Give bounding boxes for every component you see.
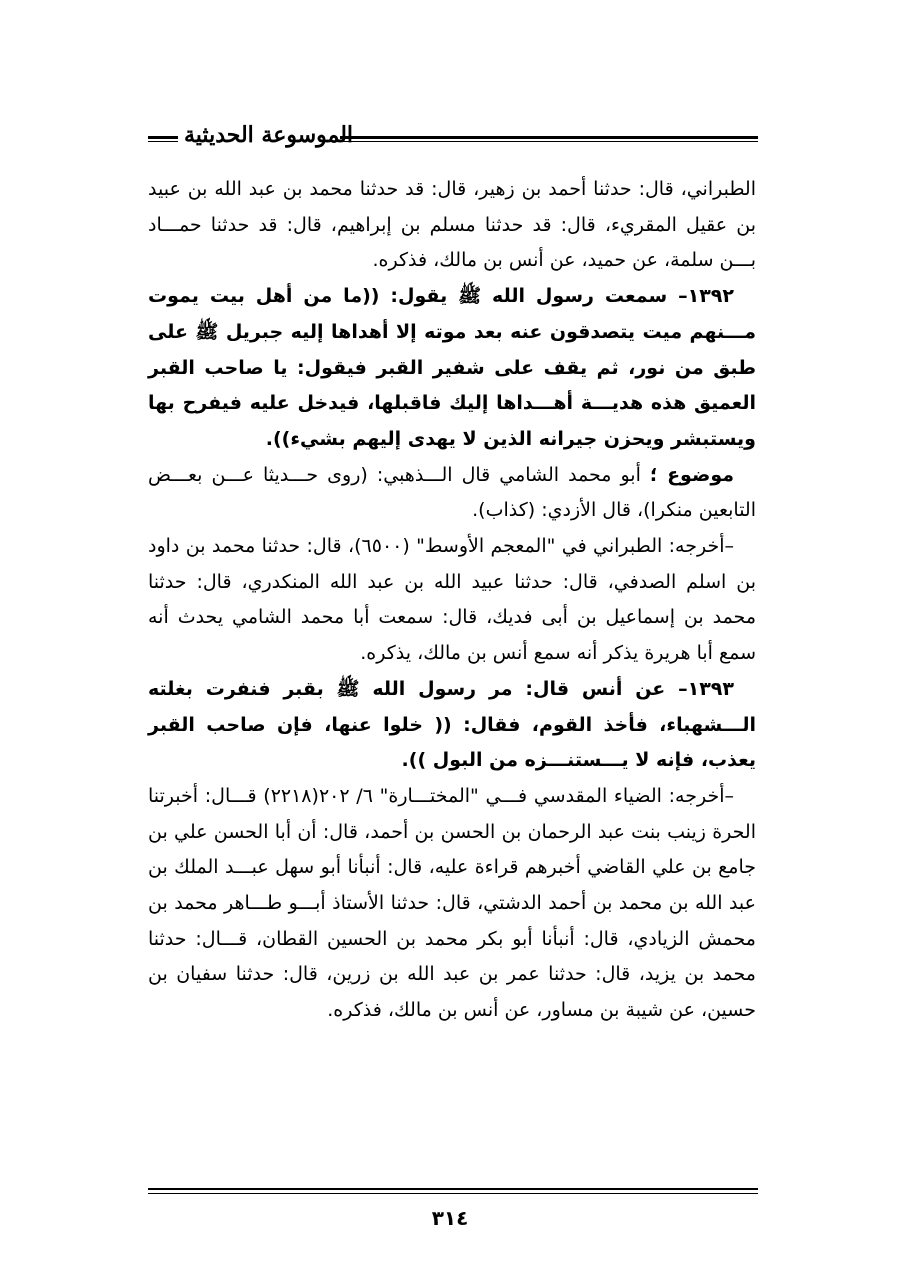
paragraph-1: الطبراني، قال: حدثنا أحمد بن زهير، قال: قد حدثنا محمد بن عبد الله بن عبيد بن عقيل المقريء، قال: قد حدثنا مسلم بن إبراهيم، قال: قد حدثنا حمـــاد بـــن سلمة، عن حميد، عن أنس بن مالك، فذكره. — [148, 178, 756, 272]
grading-text: أبو محمد الشامي قال الـــذهبي: (روى حـــديثا عـــن بعـــض التابعين منكرا)، قال الأزدي: (كذاب). — [148, 463, 756, 522]
page-number: ٣١٤ — [431, 1206, 469, 1230]
takhrij-1393: –أخرجه: الضياء المقدسي فـــي "المختـــارة" ٦/ ٢٠٢(٢٢١٨) قـــال: أخبرتنا الحرة زينب بنت عبد الرحمان بن الحسن بن أحمد، قال: أن أبا الحسن علي بن جامع بن علي القاضي أخبرهم قراءة عليه، قال: أنبأنا أبو سهل عبـــد الملك بن عبد الله بن محمد بن أحمد الدشتي، قال: حدثنا الأستاذ أبـــو طـــاهر محمد بن محمش الزيادي، قال: أنبأنا أبو بكر محمد بن الحسين القطان، قـــال: حدثنا محمد بن يزيد، قال: حدثنا عمر بن عبد الله بن زرين، قال: حدثنا سفيان بن حسين، عن شيبة بن مساور، عن أنس بن مالك، فذكره. — [148, 784, 756, 1022]
page-body — [148, 172, 756, 1029]
header-rule-long — [340, 136, 758, 142]
hadith-1392: ١٣٩٢– سمعت رسول الله ﷺ يقول: ((ما من أهل بيت يموت مـــنهم ميت يتصدقون عنه بعد موته إلا أهداها إليه جبريل ﷺ على طبق من نور، ثم يقف على شفير القبر فيقول: يا صاحب القبر العميق هذه هديـــة أهـــداها إليك فاقبلها، فيدخل عليه فيفرح بها ويستبشر ويحزن جيرانه الذين لا يهدى إليهم بشيء)). — [148, 285, 756, 450]
grading-label: موضوع ؛ — [649, 463, 734, 486]
footer-rule — [148, 1188, 758, 1194]
grading-paragraph — [148, 458, 756, 529]
header-title: الموسوعة الحديثية — [184, 122, 354, 148]
header-rule-short — [148, 136, 178, 142]
hadith-1393: ١٣٩٣– عن أنس قال: مر رسول الله ﷺ بقبر فنفرت بغلته الـــشهباء، فأخذ القوم، فقال: (( خلوا عنها، فإن صاحب القبر يعذب، فإنه لا يـــستنـــزه من البول )). — [148, 677, 756, 772]
page-header — [148, 118, 758, 158]
takhrij-1392: –أخرجه: الطبراني في "المعجم الأوسط" (٦٥٠٠)، قال: حدثنا محمد بن داود بن اسلم الصدفي، قال: حدثنا عبيد الله بن عبد الله المنكدري، قال: حدثنا محمد بن إسماعيل بن أبى فديك، قال: سمعت أبا محمد الشامي يحدث أنه سمع أبا هريرة يذكر أنه سمع أنس بن مالك، يذكره. — [148, 535, 756, 665]
